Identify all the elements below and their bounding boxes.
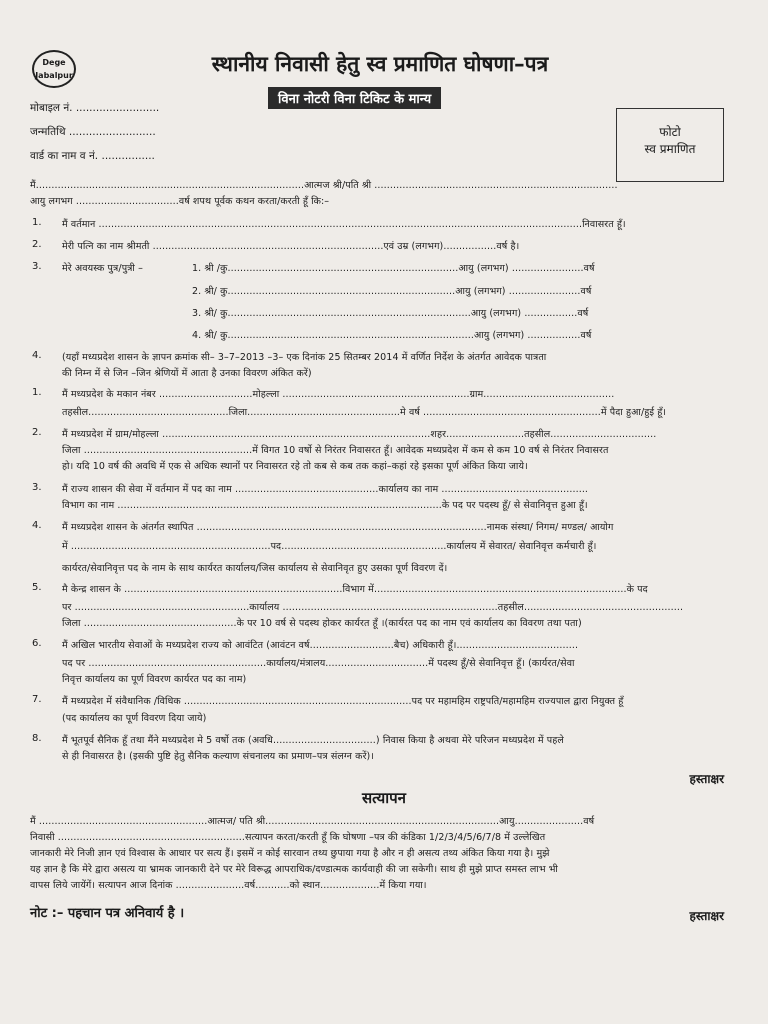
- id-proof-note: नोट :– पहचान पत्र अनिवार्य है ।: [30, 906, 185, 921]
- category-6-line-2: पद पर .........................................................कार्यालय/मंत्रालय.................................में पदस्थ हूँ/से सेवानिवृत्त हूँ। (कार्यरत/सेवा: [62, 658, 575, 669]
- subtitle-banner: विना नोटरी विना टिकिट के मान्य: [268, 87, 441, 109]
- item-3-text: मेरे अवयस्क पुत्र/पुत्री –: [62, 263, 143, 274]
- category-4-line-3: कार्यरत/सेवानिवृत्त पद के नाम के साथ कार्यरत कार्यालय/जिस कार्यालय से सेवानिवृत हुए उसका पूर्ण विवरण दें।: [62, 563, 448, 574]
- verification-line-2: निवासी ............................................................सत्यापन करता/करती हूँ कि घोषणा –पत्र की कंडिका 1/2/3/4/5/6/7/8 में उल्लेखित: [30, 832, 546, 843]
- category-number: 5.: [32, 582, 42, 593]
- child-row-3: 3. श्री/ कु..............................................................................आयु (लगभग) .................वर्ष: [192, 308, 589, 319]
- photo-label: फोटो: [659, 125, 681, 139]
- category-3-line-2: विभाग का नाम ........................................................................................................के पद पर पदस्थ हूँ/ से सेवानिवृत्त हुआ हूँ।: [62, 500, 588, 511]
- category-5-line-1: मै केन्द्र शासन के ......................................................................विभाग में.................................................................................के पद: [62, 584, 648, 595]
- intro-line-1: मैं......................................................................................आत्मज श्री/पति श्री ..............................................................................: [30, 180, 618, 191]
- item-1-text: मैं वर्तमान ...........................................................................................................................................................निवासरत हूँ।: [62, 219, 626, 230]
- item-number: 2.: [32, 239, 42, 250]
- category-2-line-3: हो। यदि 10 वर्ष की अवधि में एक से अधिक स्थानों पर निवासरत रहे तो कब से कब तक कहां–कहां रहे इसका पूर्ण अंकित किया जाये।: [62, 461, 528, 472]
- category-4-line-1: मैं मध्यप्रदेश शासन के अंतर्गत स्थापित .............................................................................................नामक संस्था/ निगम/ मण्डल/ आयोग: [62, 522, 614, 533]
- category-7-line-2: (पद कार्यालय का पूर्ण विवरण दिया जाये): [62, 713, 207, 724]
- verification-line-5: वापस लिये जायेंगें। सत्यापन आज दिनांक ......................वर्ष...........को स्थान...................में किया गया।: [30, 880, 427, 891]
- verification-heading: सत्यापन: [362, 789, 406, 807]
- category-number: 4.: [32, 520, 42, 531]
- verification-line-4: यह ज्ञान है कि मेरे द्वारा असत्य या भ्रामक जानकारी देने पर मेरे विरूद्ध आपराधिक/दण्डात्मक कार्यवाही की जा सकेगी। साथ ही मुझे प्राप्त समस्त लाभ भी: [30, 864, 558, 875]
- signature-label: हस्ताक्षर: [689, 772, 724, 786]
- item-number: 1.: [32, 217, 42, 228]
- verification-line-3: जानकारी मेरे निजी ज्ञान एवं विश्वास के आधार पर सत्य हैं। इसमें न कोई सारवान तथ्य छुपाया गया है और न ही असत्य तथ्य अंकित किया गया है। मुझे: [30, 848, 550, 859]
- photo-sublabel: स्व प्रमाणित: [644, 142, 696, 156]
- signature-label-verification: हस्ताक्षर: [689, 909, 724, 923]
- category-number: 6.: [32, 638, 42, 649]
- item-4-line-2: की निम्न में से जिन –जिन श्रेणियों में आता है उनका विवरण अंकित करें): [62, 368, 312, 379]
- ward-field: वार्ड का नाम व नं. ................: [30, 150, 155, 162]
- category-number: 1.: [32, 387, 42, 398]
- mobile-field: मोबाइल नं. .........................: [30, 102, 160, 114]
- intro-line-2: आयु लगभग .................................वर्ष शपथ पूर्वक कथन करता/करती हूँ कि:–: [30, 196, 330, 207]
- category-number: 8.: [32, 733, 42, 744]
- item-2-text: मेरी पत्नि का नाम श्रीमती ..........................................................................एवं उम्र (लगभग).................वर्ष है।: [62, 241, 520, 252]
- category-5-line-2: पर ........................................................कार्यालय .....................................................................तहसील...................................................: [62, 602, 684, 613]
- category-5-line-3: जिला .................................................के पर 10 वर्ष से पदस्थ होकर कार्यरत हूँ ।(कार्यरत पद का नाम एवं कार्यालय का विवरण तथा पता): [62, 618, 582, 629]
- category-3-line-1: मैं राज्य शासन की सेवा में वर्तमान में पद का नाम ..............................................कार्यालय का नाम ...............................................: [62, 484, 589, 495]
- category-8-line-1: मैं भूतपूर्व सैनिक हूँ तथा मैंने मध्यप्रदेश मे 5 वर्षो तक (अवधि.................................) निवास किया है अथवा मेरे परिजन मध्यप्रदेश में पहले: [62, 735, 564, 746]
- child-row-1: 1. श्री /कु..........................................................................आयु (लगभग) .......................वर्ष: [192, 263, 595, 274]
- category-6-line-1: मैं अखिल भारतीय सेवाओं के मध्यप्रदेश राज्य को आवंटित (आवंटन वर्ष...........................बैच) अधिकारी हूँ।.......................................: [62, 640, 579, 651]
- category-4-line-2: में ................................................................पद.....................................................कार्यालय में सेवारत/ सेवानिवृत्त कर्मचारी हूँ।: [62, 541, 597, 552]
- category-number: 2.: [32, 427, 42, 438]
- item-4-line-1: (यहाँ मध्यप्रदेश शासन के ज्ञापन क्रमांक सी– 3–7–2013 –3– एक दिनांक 25 सितम्बर 2014 में वर्णित निर्देश के अंतर्गत आवेदक पात्रता: [62, 352, 547, 363]
- child-row-4: 4. श्री/ कु...............................................................................आयु (लगभग) .................वर्ष: [192, 330, 592, 341]
- category-7-line-1: मैं मध्यप्रदेश में संवैधानिक /विधिक .........................................................................पद पर महामहिम राष्ट्रपति/महामहिम राज्यपाल द्वारा नियुक्त हूँ: [62, 696, 624, 707]
- category-number: 3.: [32, 482, 42, 493]
- category-1-line-2: तहसील.............................................जिला.................................................मे वर्ष .........................................................में पैदा हुआ/हुई हूँ।: [62, 407, 667, 418]
- category-8-line-2: से ही निवासरत है। (इसकी पुष्टि हेतु सैनिक कल्याण संचनालय का प्रमाण–पत्र संलग्न करें)।: [62, 751, 375, 762]
- category-6-line-3: निवृत्त कार्यालय का पूर्ण विवरण कार्यरत पद का नाम): [62, 674, 247, 685]
- dob-field: जन्मतिथि ..........................: [30, 126, 156, 138]
- photo-box: [616, 108, 724, 182]
- child-row-2: 2. श्री/ कु.........................................................................आयु (लगभग) .......................वर्ष: [192, 286, 592, 297]
- verification-line-1: मैं ......................................................आत्मज/ पति श्री...........................................................................आयु......................वर्ष: [30, 816, 595, 827]
- category-1-line-1: मैं मध्यप्रदेश के मकान नंबर ..............................मोहल्ला ............................................................ग्राम..........................................: [62, 389, 615, 400]
- category-2-line-2: जिला ......................................................में विगत 10 वर्षो से निरंतर निवासरत हूँ। आवेदक मध्यप्रदेश में कम से कम 10 वर्ष से निरंतर निवासरत: [62, 445, 609, 456]
- item-number: 4.: [32, 350, 42, 361]
- category-2-line-1: मैं मध्यप्रदेश में ग्राम/मोहल्ला ......................................................................................शहर.........................तहसील..................................: [62, 429, 657, 440]
- category-number: 7.: [32, 694, 42, 705]
- item-number: 3.: [32, 261, 42, 272]
- seal-logo: Dege Jabalpur: [32, 50, 76, 88]
- page-title: स्थानीय निवासी हेतु स्व प्रमाणित घोषणा–पत्र: [211, 52, 549, 76]
